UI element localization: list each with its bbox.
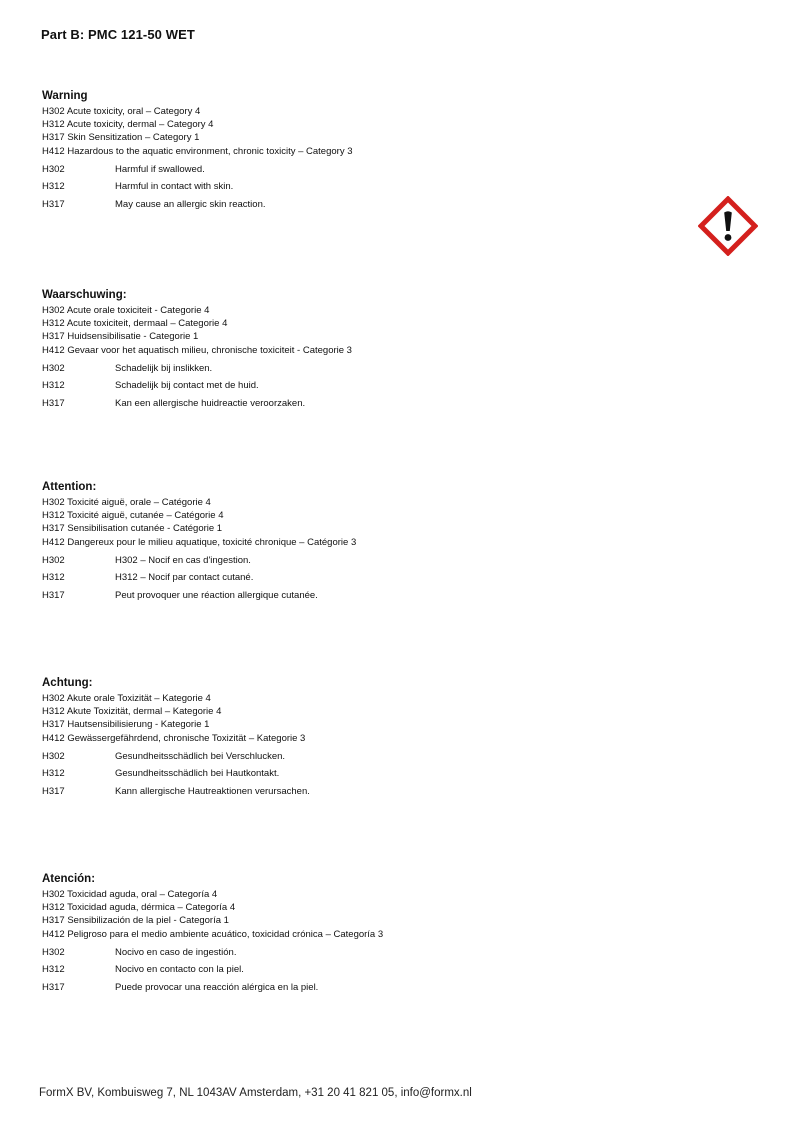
statement-code: H312: [42, 768, 65, 780]
classification-line: H412 Gevaar voor het aquatisch milieu, chronische toxiciteit - Categorie 3: [42, 344, 352, 356]
classification-line: H312 Acute toxiciteit, dermaal – Categorie 4: [42, 318, 228, 330]
statement-text: Kann allergische Hautreaktionen verursachen.: [115, 785, 310, 797]
hazard-statement: [42, 178, 682, 195]
statement-text: H312 – Nocif par contact cutané.: [115, 572, 254, 584]
section-heading: Waarschuwing:: [42, 289, 127, 301]
statement-code: H317: [42, 785, 65, 797]
statement-code: H317: [42, 198, 65, 210]
exclamation-mark-hazard-diamond-icon: [698, 196, 758, 256]
classification-line: H302 Toxicidad aguda, oral – Categoría 4: [42, 889, 218, 900]
hazard-statement: [42, 979, 682, 996]
statement-code: H312: [42, 964, 65, 976]
classification-line: H302 Acute toxicity, oral – Category 4: [42, 106, 201, 117]
statement-text: Peut provoquer une réaction allergique cutanée.: [115, 589, 318, 601]
hazard-statement: [42, 552, 682, 569]
statement-code: H317: [42, 397, 65, 409]
classification-line: H317 Sensibilización de la piel - Categoría 1: [42, 915, 229, 927]
classification-line: H302 Toxicité aiguë, orale – Catégorie 4: [42, 497, 211, 508]
classification-line: H412 Gewässergefährdend, chronische Toxizität – Kategorie 3: [42, 732, 306, 744]
classification-line: H312 Acute toxicity, dermal – Category 4: [42, 119, 214, 131]
classification-line: H302 Akute orale Toxizität – Kategorie 4: [42, 693, 211, 704]
statement-text: May cause an allergic skin reaction.: [115, 198, 266, 210]
classification-line: H317 Huidsensibilisatie - Categorie 1: [42, 331, 199, 343]
statement-code: H302: [42, 554, 65, 566]
classification-line: H317 Sensibilisation cutanée - Catégorie 1: [42, 523, 223, 535]
statement-code: H302: [42, 163, 65, 175]
section-heading: Attention:: [42, 481, 97, 493]
page-title: Part B: PMC 121-50 WET: [41, 27, 195, 42]
hazard-statement: [42, 961, 682, 978]
hazard-statements: [42, 748, 682, 800]
classification-line: H312 Toxicité aiguë, cutanée – Catégorie 4: [42, 510, 224, 522]
hazard-statement: [42, 161, 682, 178]
statement-text: H302 – Nocif en cas d'ingestion.: [115, 554, 251, 566]
hazard-statements: [42, 552, 682, 604]
section-french: [42, 480, 682, 604]
hazard-statement: [42, 783, 682, 800]
statement-text: Puede provocar una reacción alérgica en la piel.: [115, 981, 319, 993]
hazard-statement: [42, 196, 682, 213]
statement-text: Schadelijk bij contact met de huid.: [115, 380, 259, 392]
hazard-statements: [42, 360, 682, 412]
section-german: [42, 676, 682, 800]
hazard-statement: [42, 748, 682, 765]
classification-line: H302 Acute orale toxiciteit - Categorie 4: [42, 305, 210, 316]
statement-text: Nocivo en contacto con la piel.: [115, 964, 244, 976]
classification-line: H312 Toxicidad aguda, dérmica – Categoría 4: [42, 902, 236, 914]
classification-line: H317 Hautsensibilisierung - Kategorie 1: [42, 719, 210, 731]
section-heading: Warning: [42, 90, 88, 102]
statement-text: Harmful if swallowed.: [115, 163, 205, 175]
section-heading: Achtung:: [42, 677, 93, 689]
hazard-statement: [42, 587, 682, 604]
statement-code: H312: [42, 380, 65, 392]
hazard-statements: [42, 944, 682, 996]
hazard-statement: [42, 569, 682, 586]
classification-line: H412 Hazardous to the aquatic environment, chronic toxicity – Category 3: [42, 145, 353, 157]
statement-code: H302: [42, 946, 65, 958]
section-dutch: [42, 288, 682, 412]
classification-line: H312 Akute Toxizität, dermal – Kategorie 4: [42, 706, 222, 718]
statement-text: Schadelijk bij inslikken.: [115, 362, 213, 374]
statement-code: H302: [42, 750, 65, 762]
statement-text: Gesundheitsschädlich bei Verschlucken.: [115, 750, 286, 762]
statement-text: Harmful in contact with skin.: [115, 181, 234, 193]
hazard-statement: [42, 377, 682, 394]
classification-line: H317 Skin Sensitization – Category 1: [42, 132, 200, 144]
hazard-statement: [42, 360, 682, 377]
statement-text: Nocivo en caso de ingestión.: [115, 946, 237, 958]
hazard-statement: [42, 944, 682, 961]
hazard-statements: [42, 161, 682, 213]
hazard-statement: [42, 765, 682, 782]
statement-text: Kan een allergische huidreactie veroorzaken.: [115, 397, 306, 409]
section-english: [42, 89, 682, 213]
classification-line: H412 Peligroso para el medio ambiente acuático, toxicidad crónica – Categoría 3: [42, 928, 384, 940]
hazard-statement: [42, 395, 682, 412]
statement-code: H317: [42, 981, 65, 993]
statement-code: H302: [42, 362, 65, 374]
section-spanish: [42, 872, 682, 996]
statement-code: H312: [42, 181, 65, 193]
statement-code: H312: [42, 572, 65, 584]
statement-code: H317: [42, 589, 65, 601]
footer-address: FormX BV, Kombuisweg 7, NL 1043AV Amsterdam, +31 20 41 821 05, info@formx.nl: [39, 1087, 472, 1099]
section-heading: Atención:: [42, 873, 96, 885]
classification-line: H412 Dangereux pour le milieu aquatique, toxicité chronique – Catégorie 3: [42, 536, 357, 548]
statement-text: Gesundheitsschädlich bei Hautkontakt.: [115, 768, 280, 780]
